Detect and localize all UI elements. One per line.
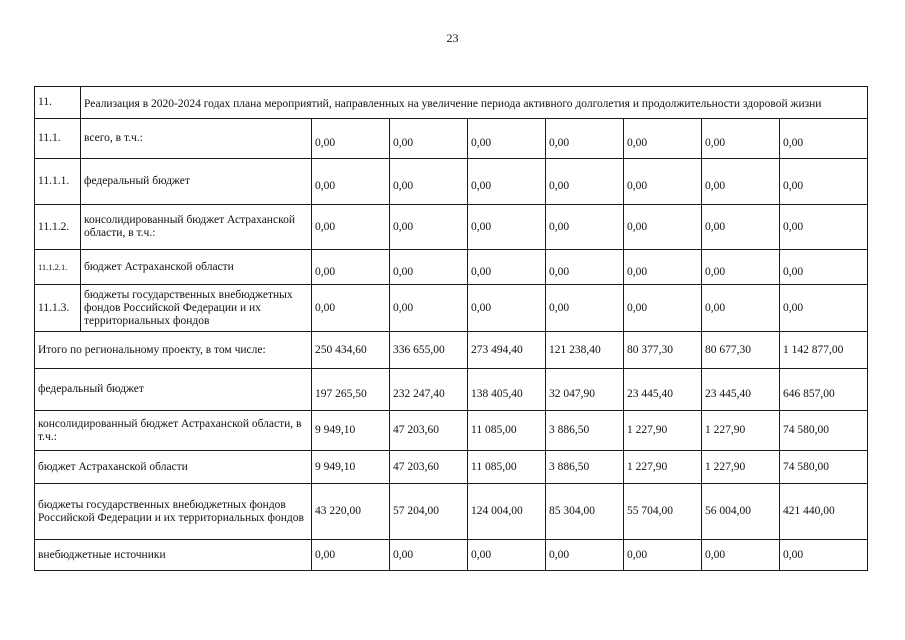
value-cell: 0,00	[312, 205, 390, 250]
value-cell: 0,00	[312, 119, 390, 159]
budget-table	[34, 86, 868, 571]
total-value-cell: 80 377,30	[624, 332, 702, 369]
total-value-cell: 74 580,00	[780, 451, 868, 484]
total-value-cell: 11 085,00	[468, 411, 546, 451]
total-value-cell: 80 677,30	[702, 332, 780, 369]
total-value-cell: 1 227,90	[702, 411, 780, 451]
value-cell: 0,00	[312, 250, 390, 285]
value-cell: 0,00	[312, 159, 390, 205]
value-cell: 0,00	[390, 285, 468, 332]
total-value-cell: 0,00	[624, 540, 702, 571]
value-cell: 0,00	[702, 119, 780, 159]
value-cell: 0,00	[702, 250, 780, 285]
total-row	[35, 411, 868, 451]
total-label: консолидированный бюджет Астраханской области, в т.ч.:	[35, 411, 312, 451]
table-row	[35, 285, 868, 332]
value-cell: 0,00	[546, 205, 624, 250]
value-cell: 0,00	[546, 119, 624, 159]
value-cell: 0,00	[312, 285, 390, 332]
value-cell: 0,00	[780, 119, 868, 159]
total-value-cell: 421 440,00	[780, 484, 868, 540]
total-value-cell: 1 227,90	[624, 451, 702, 484]
value-cell: 0,00	[390, 250, 468, 285]
value-cell: 0,00	[468, 250, 546, 285]
value-cell: 0,00	[780, 250, 868, 285]
total-value-cell: 32 047,90	[546, 369, 624, 411]
value-cell: 0,00	[546, 159, 624, 205]
total-label: федеральный бюджет	[35, 369, 312, 411]
page-number: 23	[446, 31, 459, 45]
section-title: Реализация в 2020-2024 годах плана мероприятий, направленных на увеличение периода активного долголетия и продолжительности здоровой жизни	[81, 87, 868, 119]
total-value-cell: 9 949,10	[312, 451, 390, 484]
total-value-cell: 232 247,40	[390, 369, 468, 411]
row-label: бюджет Астраханской области	[81, 250, 312, 285]
total-row	[35, 540, 868, 571]
value-cell: 0,00	[546, 250, 624, 285]
value-cell: 0,00	[702, 159, 780, 205]
total-value-cell: 1 227,90	[624, 411, 702, 451]
row-label: консолидированный бюджет Астраханской области, в т.ч.:	[81, 205, 312, 250]
total-value-cell: 197 265,50	[312, 369, 390, 411]
value-cell: 0,00	[546, 285, 624, 332]
total-value-cell: 0,00	[780, 540, 868, 571]
value-cell: 0,00	[624, 250, 702, 285]
total-value-cell: 273 494,40	[468, 332, 546, 369]
total-row	[35, 451, 868, 484]
row-label: всего, в т.ч.:	[81, 119, 312, 159]
section-header-row	[35, 87, 868, 119]
value-cell: 0,00	[468, 159, 546, 205]
table-row	[35, 205, 868, 250]
row-label: бюджеты государственных внебюджетных фондов Российской Федерации и их территориальных фондов	[81, 285, 312, 332]
value-cell: 0,00	[468, 205, 546, 250]
value-cell: 0,00	[468, 119, 546, 159]
total-value-cell: 124 004,00	[468, 484, 546, 540]
total-value-cell: 336 655,00	[390, 332, 468, 369]
value-cell: 0,00	[390, 205, 468, 250]
value-cell: 0,00	[390, 119, 468, 159]
total-value-cell: 3 886,50	[546, 451, 624, 484]
total-value-cell: 56 004,00	[702, 484, 780, 540]
total-value-cell: 0,00	[312, 540, 390, 571]
row-code: 11.1.3.	[35, 285, 81, 332]
total-row	[35, 484, 868, 540]
value-cell: 0,00	[624, 159, 702, 205]
total-value-cell: 138 405,40	[468, 369, 546, 411]
value-cell: 0,00	[624, 285, 702, 332]
table-row	[35, 119, 868, 159]
value-cell: 0,00	[624, 119, 702, 159]
value-cell: 0,00	[624, 205, 702, 250]
total-value-cell: 43 220,00	[312, 484, 390, 540]
total-value-cell: 74 580,00	[780, 411, 868, 451]
total-value-cell: 57 204,00	[390, 484, 468, 540]
total-value-cell: 55 704,00	[624, 484, 702, 540]
total-label: бюджет Астраханской области	[35, 451, 312, 484]
row-code: 11.1.1.	[35, 159, 81, 205]
total-value-cell: 646 857,00	[780, 369, 868, 411]
total-value-cell: 23 445,40	[702, 369, 780, 411]
row-code: 11.1.	[35, 119, 81, 159]
total-value-cell: 1 142 877,00	[780, 332, 868, 369]
total-value-cell: 121 238,40	[546, 332, 624, 369]
total-value-cell: 9 949,10	[312, 411, 390, 451]
table-row	[35, 250, 868, 285]
total-value-cell: 47 203,60	[390, 451, 468, 484]
total-value-cell: 0,00	[468, 540, 546, 571]
table-row	[35, 159, 868, 205]
total-label: Итого по региональному проекту, в том числе:	[35, 332, 312, 369]
total-label: бюджеты государственных внебюджетных фондов Российской Федерации и их территориальных фондов	[35, 484, 312, 540]
value-cell: 0,00	[780, 159, 868, 205]
total-value-cell: 1 227,90	[702, 451, 780, 484]
total-value-cell: 11 085,00	[468, 451, 546, 484]
section-code: 11.	[35, 87, 81, 119]
total-row	[35, 369, 868, 411]
value-cell: 0,00	[780, 285, 868, 332]
total-value-cell: 0,00	[390, 540, 468, 571]
total-value-cell: 3 886,50	[546, 411, 624, 451]
total-value-cell: 23 445,40	[624, 369, 702, 411]
row-code: 11.1.2.1.	[35, 250, 81, 285]
total-label: внебюджетные источники	[35, 540, 312, 571]
total-value-cell: 47 203,60	[390, 411, 468, 451]
total-value-cell: 0,00	[702, 540, 780, 571]
row-code: 11.1.2.	[35, 205, 81, 250]
value-cell: 0,00	[780, 205, 868, 250]
total-value-cell: 0,00	[546, 540, 624, 571]
total-row	[35, 332, 868, 369]
value-cell: 0,00	[702, 205, 780, 250]
total-value-cell: 250 434,60	[312, 332, 390, 369]
value-cell: 0,00	[390, 159, 468, 205]
value-cell: 0,00	[468, 285, 546, 332]
value-cell: 0,00	[702, 285, 780, 332]
row-label: федеральный бюджет	[81, 159, 312, 205]
total-value-cell: 85 304,00	[546, 484, 624, 540]
